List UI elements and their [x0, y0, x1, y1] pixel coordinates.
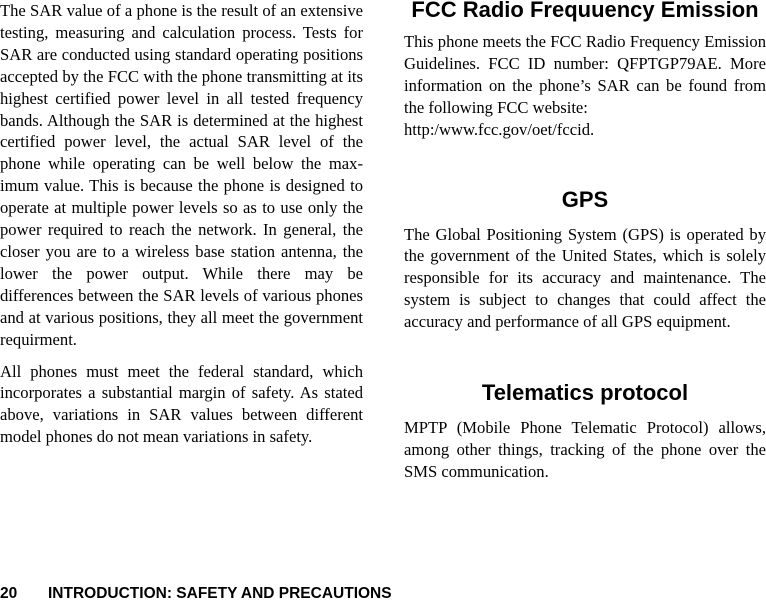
safety-margin-paragraph: All phones must meet the federal standard, which incorporates a substantial margin of safety. As stated above, variations in SAR values between different model phones do not mean variations in safety.	[0, 361, 363, 447]
telematics-heading: Telematics protocol	[481, 380, 689, 406]
right-column	[404, 0, 766, 483]
telematics-paragraph: MPTP (Mobile Phone Telematic Protocol) allows, among other things, tracking of the phone over the SMS communication.	[404, 418, 766, 481]
footer-section-title: INTRODUCTION: SAFETY AND PRECAUTIONS	[48, 585, 392, 602]
sar-paragraph: The SAR value of a phone is the result of an extensive testing, measuring and calculation process. Tests for SAR are conducted using standard operating positions accepted by the FCC with the phone transmitting at its highest certified power level in all tested frequency bands. Although the SAR is determined at the highest certified power level, the actual SAR level of the phone while operating can be well below the maximum value. This is because the phone is designed to operate at multiple power levels so as to use only the power required to reach the network. In general, the closer you are to a wireless base station antenna, the lower the power output. While there may be differences between the SAR levels of various phones and at various positions, they all meet the government requirment.	[0, 1, 363, 349]
fcc-url: http:/www.fcc.gov/oet/fccid.	[404, 119, 595, 139]
gps-paragraph: The Global Positioning System (GPS) is operated by the government of the United States, which is solely responsible for its accuracy and maintenance. The system is subject to changes that could affect the accuracy and performance of all GPS equipment.	[404, 224, 766, 332]
fcc-heading: FCC Radio Frequuency Emission	[411, 0, 759, 22]
page-footer	[0, 585, 392, 603]
fcc-paragraph: This phone meets the FCC Radio Frequency Emission Guidelines. FCC ID number: QFPTGP79AE. More information on the phone’s SAR can be found from the following FCC website:	[404, 32, 766, 117]
page-number: 20	[0, 585, 18, 602]
gps-heading: GPS	[561, 186, 609, 212]
left-column	[0, 0, 363, 448]
